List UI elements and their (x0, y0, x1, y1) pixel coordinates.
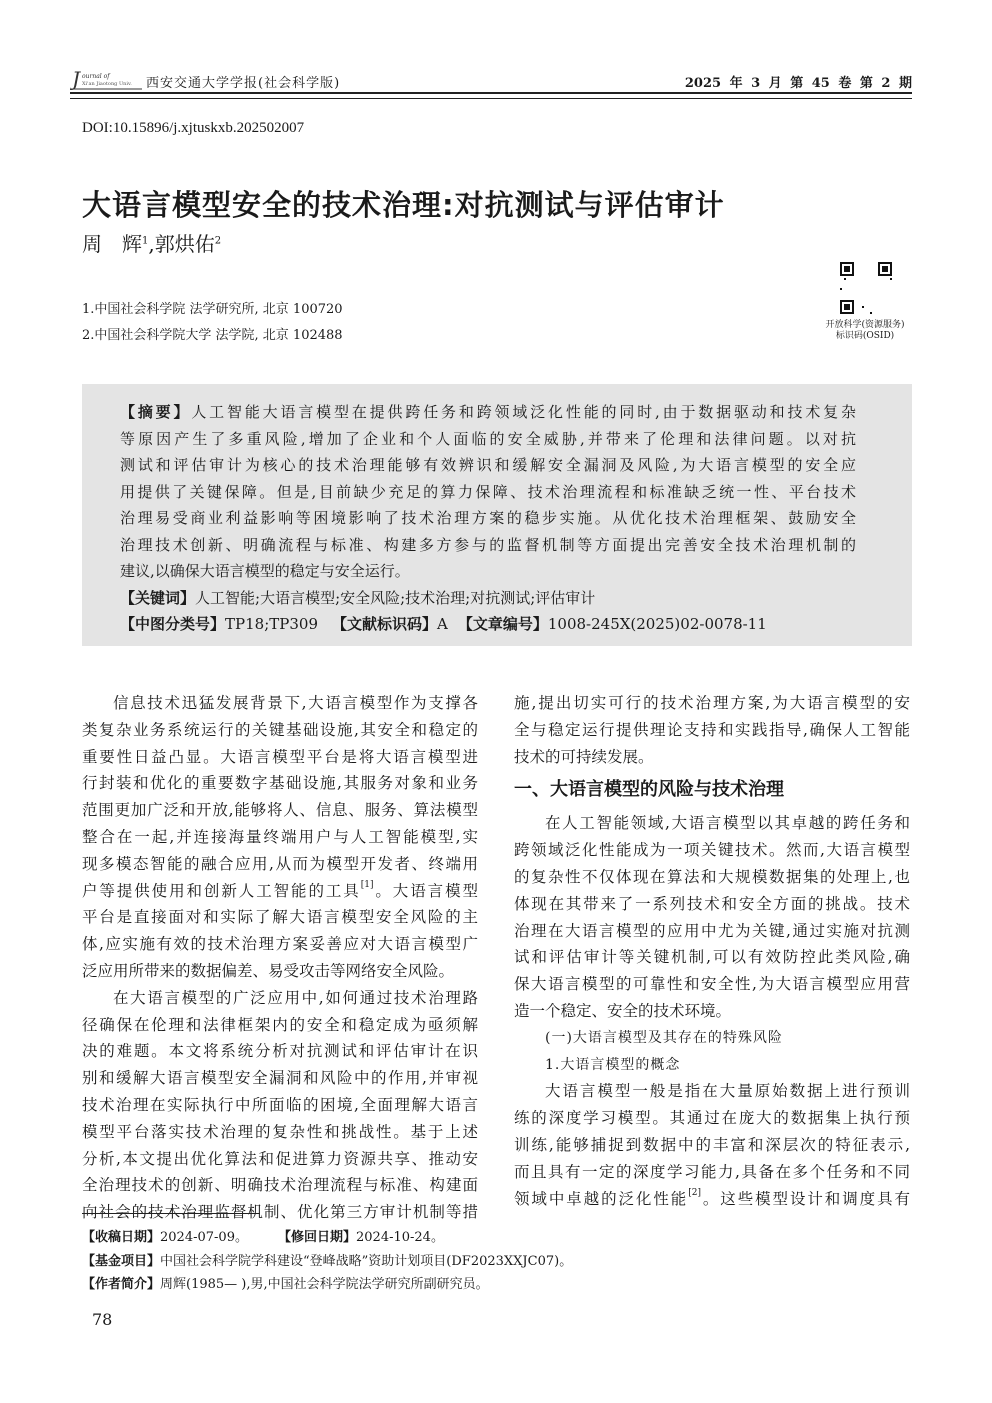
line-text: 行封装和优化的重要数字基础设施,其服务对象和业务 (82, 774, 478, 793)
line-text: 训练,能够捕捉到数据中的丰富和深层次的特征表示, (514, 1135, 910, 1154)
body-line (82, 717, 478, 744)
body-line (82, 1172, 478, 1199)
author-bio-label: 【作者简介】 (82, 1277, 161, 1292)
article-no-label: 【文章编号】 (457, 615, 548, 633)
journal-name: 西安交通大学学报(社会科学版) (146, 76, 341, 91)
svg-text:Xi'an Jiaotong Univ.: Xi'an Jiaotong Univ. (82, 81, 132, 87)
line-text: 在人工智能领域,大语言模型以其卓越的跨任务和 (545, 814, 910, 833)
line-text: 重要性日益凸显。大语言模型平台是将大语言模型进 (82, 747, 478, 766)
line-text: 分析,本文提出优化算法和促进算力资源共享、推动安 (82, 1149, 478, 1168)
line-text: 向社会的技术治理监督机制、优化第三方审计机制等措 (82, 1203, 478, 1222)
line-text: 类复杂业务系统运行的关键基础设施,其安全和稳定的 (82, 720, 478, 739)
fund-text: 中国社会科学院学科建设“登峰战略”资助计划项目(DF2023XXJC07)。 (160, 1254, 573, 1269)
classification (120, 611, 856, 638)
osid-caption-1: 开放科学(资源服务) (825, 320, 905, 330)
journal-logo (70, 70, 142, 90)
body-line (82, 985, 478, 1012)
line-text: 1.大语言模型的概念 (545, 1056, 681, 1073)
author-2: ,郭烘佑 (148, 232, 215, 256)
line-text: 大语言模型一般是指在大量原始数据上进行预训 (545, 1082, 910, 1101)
citation-ref[interactable]: [2] (688, 1187, 701, 1198)
line-text: 模型平台落实技术治理的复杂性和挑战性。基于上述 (82, 1122, 478, 1141)
keywords-label: 【关键词】 (120, 588, 196, 607)
body-line (514, 1078, 910, 1105)
line-text: 在大语言模型的广泛应用中,如何通过技术治理路 (113, 988, 478, 1007)
body-line (82, 1119, 478, 1146)
body-line (82, 1146, 478, 1173)
body-line (514, 1186, 910, 1213)
abstract-text: 测试和评估审计为核心的技术治理能够有效辨识和缓解安全漏洞及风险,为大语言模型的安全应 (120, 456, 856, 474)
body-line (514, 998, 910, 1025)
body-line (514, 1132, 910, 1159)
body-column-right (514, 690, 910, 1212)
line-text: 户等提供使用和创新人工智能的工具 (82, 881, 361, 900)
svg-text:J: J (72, 70, 81, 90)
author-2-affil: 2 (214, 235, 222, 247)
doi: DOI:10.15896/j.xjtuskxb.202502007 (82, 120, 305, 136)
body-line (514, 891, 910, 918)
body-line (82, 1038, 478, 1065)
line-text: 全与稳定运行提供理论支持和实践指导,确保人工智能 (514, 720, 910, 739)
abstract-line (120, 479, 856, 506)
footnote-author (82, 1273, 489, 1292)
abstract (120, 399, 856, 638)
osid-caption-2: 标识码(OSID) (835, 331, 895, 341)
abstract-text: 治理易受商业利益影响等困境影响了技术治理方案的稳步实施。从优化技术治理框架、鼓励安全 (120, 509, 856, 527)
body-line (82, 690, 478, 717)
line-text: 。这些模型设计和调度具有 (700, 1189, 910, 1208)
author-1: 周 辉 (82, 232, 142, 256)
section-heading (514, 770, 910, 810)
clc-label: 【中图分类号】 (120, 615, 226, 633)
abstract-text: 治理技术创新、明确流程与标准、构建多方参与的监督机制等方面提出完善安全技术治理机制的 (120, 535, 856, 554)
line-text: 体,应实施有效的技术治理方案妥善应对大语言模型广 (82, 935, 478, 954)
page-number: 78 (92, 1310, 113, 1329)
line-text: 治理在大语言模型的应用中尤为关键,通过实施对抗测 (514, 921, 910, 940)
abstract-line (120, 505, 856, 532)
body-line (82, 1012, 478, 1039)
body-line (82, 958, 478, 985)
affiliation-1: 1.中国社会科学院 法学研究所, 北京 100720 (82, 302, 343, 317)
body-line (82, 878, 478, 905)
footnote-rule (82, 1213, 260, 1214)
line-text: 施,提出切实可行的技术治理方案,为大语言模型的安 (514, 694, 910, 712)
body-line (82, 744, 478, 771)
line-text: 整合在一起,并连接海量终端用户与人工智能模型,实 (82, 827, 478, 846)
line-text: 平台是直接面对和实际了解大语言模型安全风险的主 (82, 908, 478, 927)
line-text: 保大语言模型的可靠性和安全性,为大语言模型应用营 (514, 975, 910, 994)
line-text: 全治理技术的创新、明确技术治理流程与标准、构建面 (82, 1176, 478, 1195)
body-line (514, 717, 910, 744)
body-line (514, 971, 910, 998)
abstract-line (120, 399, 856, 426)
abstract-text: 用提供了关键保障。但是,目前缺少充足的算力保障、技术治理流程和标准缺乏统一性、平台技术 (120, 482, 856, 501)
line-text: 一、大语言模型的风险与技术治理 (514, 779, 784, 801)
body-line (514, 1105, 910, 1132)
fund-label: 【基金项目】 (82, 1254, 161, 1269)
footnote-fund (82, 1250, 572, 1269)
line-text: 信息技术迅猛发展背景下,大语言模型作为支撑各 (113, 694, 478, 712)
subsection-heading (514, 1052, 910, 1079)
body-column-left (82, 690, 478, 1226)
received-date: 2024-07-09。 (160, 1230, 248, 1245)
clc-value: TP18;TP309 (225, 615, 318, 633)
body-line (514, 690, 910, 717)
body-line (514, 864, 910, 891)
keywords (120, 585, 856, 612)
body-line (82, 1092, 478, 1119)
body-line (82, 851, 478, 878)
paper-title: 大语言模型安全的技术治理:对抗测试与评估审计 (82, 188, 725, 222)
author-bio: 周辉(1985— ),男,中国社会科学院法学研究所副研究员。 (160, 1277, 489, 1292)
revised-date: 2024-10-24。 (356, 1230, 444, 1245)
line-text: 径确保在伦理和法律框架内的安全和稳定成为亟须解 (82, 1015, 478, 1034)
revised-label: 【修回日期】 (277, 1230, 356, 1245)
footnote-dates (82, 1226, 444, 1245)
line-text: 试和评估审计等关键机制,可以有效防控此类风险,确 (514, 948, 910, 967)
body-line (514, 837, 910, 864)
body-line (514, 1159, 910, 1186)
body-line (514, 744, 910, 771)
svg-text:ournal of: ournal of (82, 73, 110, 80)
abstract-label: 【摘要】 (120, 403, 192, 421)
body-line (82, 931, 478, 958)
subsection-heading (514, 1025, 910, 1052)
abstract-line (120, 452, 856, 479)
authors (82, 228, 221, 257)
line-text: 范围更加广泛和开放,能够将人、信息、服务、算法模型 (82, 801, 478, 820)
body-line (82, 1065, 478, 1092)
line-text: 。大语言模型 (373, 881, 478, 900)
line-text: 技术治理在实际执行中所面临的困境,全面理解大语言 (82, 1095, 478, 1114)
citation-ref[interactable]: [1] (360, 879, 374, 890)
line-text: 体现在其带来了一系列技术和安全方面的挑战。技术 (514, 894, 910, 913)
header-rule (70, 92, 912, 99)
line-text: 别和缓解大语言模型安全漏洞和风险中的作用,并审视 (82, 1069, 478, 1088)
body-line (514, 918, 910, 945)
line-text: (一)大语言模型及其存在的特殊风险 (545, 1029, 783, 1046)
received-label: 【收稿日期】 (82, 1230, 161, 1245)
line-text: 泛应用所带来的数据偏差、易受攻击等网络安全风险。 (82, 961, 455, 980)
line-text: 造一个稳定、安全的技术环境。 (514, 1001, 732, 1020)
body-line (82, 797, 478, 824)
issue-info: 2025 年 3 月 第 45 卷 第 2 期 (684, 76, 912, 91)
doc-code-value: A (437, 615, 448, 633)
abstract-text: 建议,以确保大语言模型的稳定与安全运行。 (120, 562, 410, 580)
abstract-text: 等原因产生了多重风险,增加了企业和个人面临的安全威胁,并带来了伦理和法律问题。以对抗 (120, 429, 856, 448)
body-line (514, 944, 910, 971)
keywords-text: 人工智能;大语言模型;安全风险;技术治理;对抗测试;评估审计 (195, 588, 596, 607)
abstract-line (120, 532, 856, 559)
body-line (82, 824, 478, 851)
affiliation-2: 2.中国社会科学院大学 法学院, 北京 102488 (82, 328, 343, 343)
line-text: 决的难题。本文将系统分析对抗测试和评估审计在识 (82, 1042, 478, 1061)
line-text: 技术的可持续发展。 (514, 747, 654, 766)
line-text: 的复杂性不仅体现在算法和大规模数据集的处理上,也 (514, 867, 910, 886)
line-text: 领域中卓越的泛化性能 (514, 1189, 689, 1208)
author-1-affil: 1 (142, 235, 149, 247)
doc-code-label: 【文献标识码】 (331, 615, 437, 633)
body-line (82, 770, 478, 797)
article-no-value: 1008-245X(2025)02-0078-11 (547, 615, 767, 633)
line-text: 跨领域泛化性能成为一项关键技术。然而,大语言模型 (514, 841, 910, 860)
abstract-text: 人工智能大语言模型在提供跨任务和跨领域泛化性能的同时,由于数据驱动和技术复杂 (191, 403, 856, 421)
body-line (82, 904, 478, 931)
body-line (514, 810, 910, 837)
line-text: 练的深度学习模型。其通过在庞大的数据集上执行预 (514, 1109, 910, 1128)
abstract-line (120, 426, 856, 453)
line-text: 现多模态智能的融合应用,从而为模型开发者、终端用 (82, 854, 478, 873)
line-text: 而且具有一定的深度学习能力,具备在多个任务和不同 (514, 1162, 910, 1181)
qr-code[interactable] (840, 262, 892, 314)
abstract-line (120, 558, 856, 585)
